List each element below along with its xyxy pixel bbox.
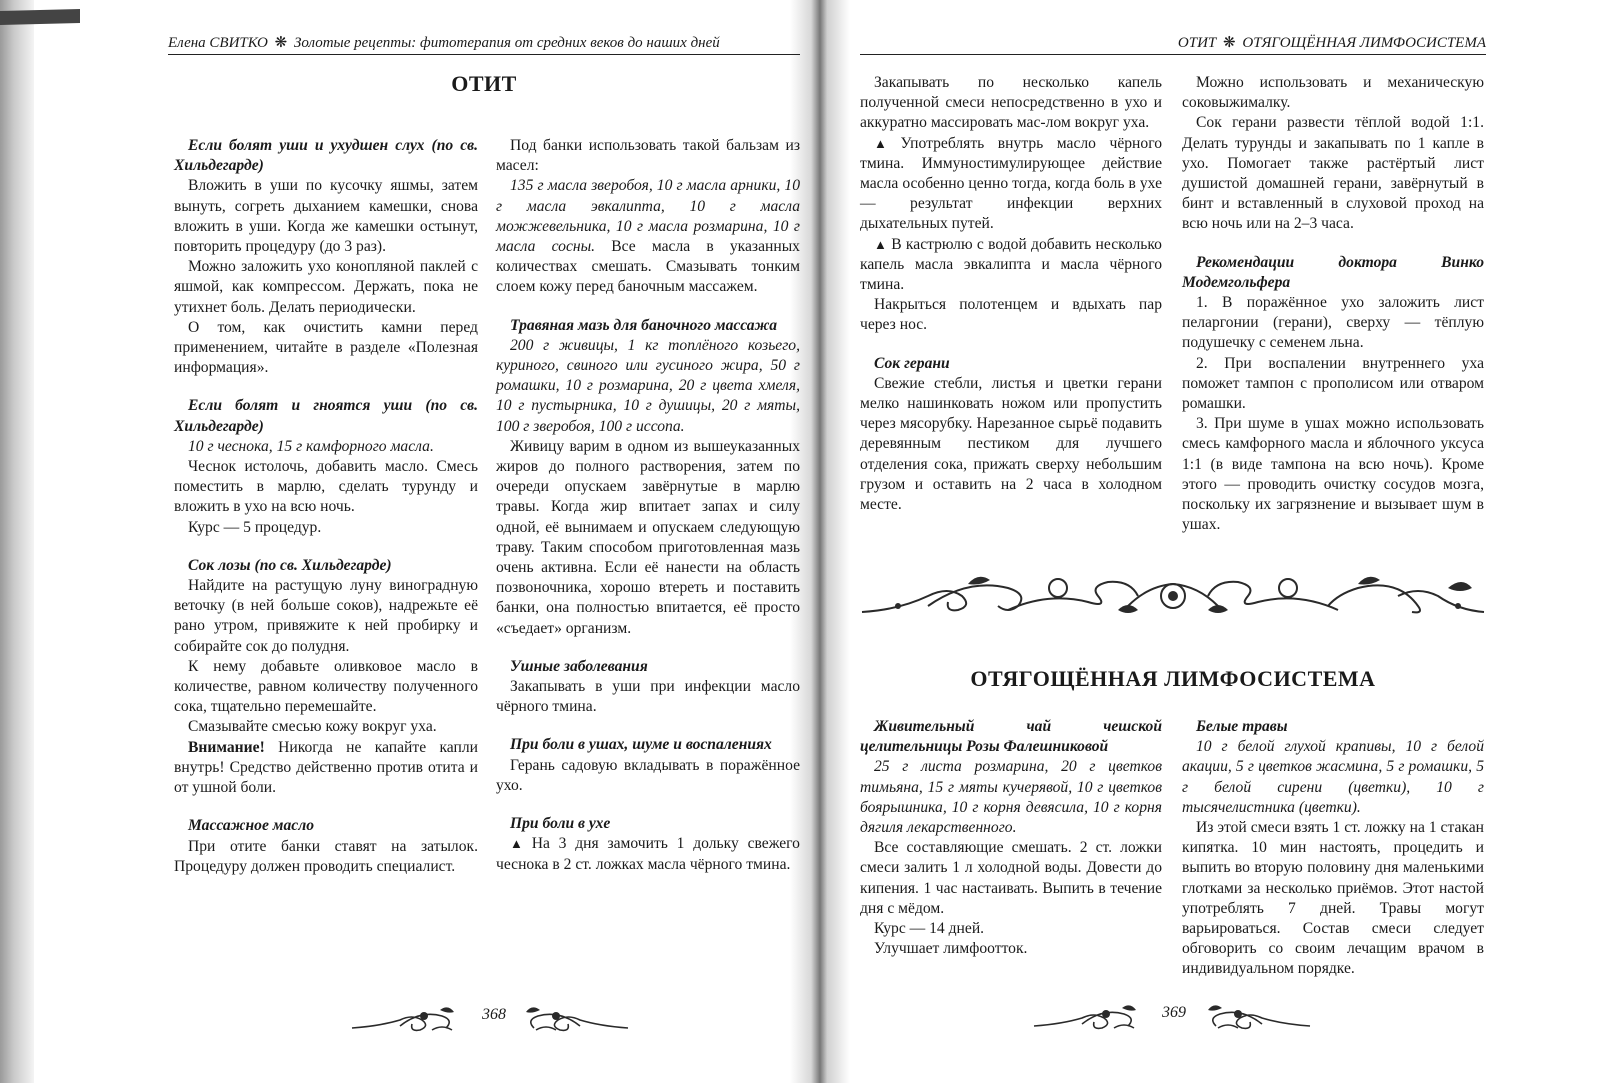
right-column-2 bbox=[1182, 73, 1484, 535]
paragraph: Накрыться полотенцем и вдыхать пар через нос. bbox=[860, 296, 1162, 334]
recipe-heading: Сок герани bbox=[874, 354, 950, 372]
running-head-chapter: ОТИТ bbox=[1177, 35, 1217, 51]
recipe-heading: Живительный чай чешской целительницы Розы Фалешниковой bbox=[860, 718, 1162, 756]
header-rule bbox=[860, 54, 1486, 55]
bullet-paragraph bbox=[860, 134, 1162, 235]
paragraph: К нему добавьте оливковое масло в количестве, равном количеству полученного сока, тщательно перемешайте. bbox=[174, 657, 478, 716]
running-head-book-title: Золотые рецепты: фитотерапия от средних веков до наших дней bbox=[293, 35, 720, 51]
paragraph: Чеснок истолочь, добавить масло. Смесь поместить в марлю, сделать турунду и вложить в ухо на всю ночь. bbox=[174, 458, 478, 516]
paragraph: Сок герани развести тёплой водой 1:1. Делать турунды и закапывать по 1 капле в ухо. Помогает также растёртый лист душистой домашней герани, завёрнутый в бинт и вставленный в слуховой проход на всю ночь или на 2–3 часа. bbox=[1182, 114, 1484, 233]
paragraph bbox=[496, 176, 800, 297]
paragraph: Найдите на растущую луну виноградную веточку (в ней больше соков), надрежьте её рано утром, привяжите к ней пробирку и собирайте сок до полудня. bbox=[174, 577, 478, 655]
paragraph: 2. При воспалении внутреннего уха поможет тампон с прополисом или отваром ромашки. bbox=[1182, 354, 1484, 413]
recipe-heading: При боли в ухе bbox=[510, 815, 611, 833]
running-head-section: ОТЯГОЩЁННАЯ ЛИМФОСИСТЕМА bbox=[1242, 35, 1486, 51]
ingredient-list: 200 г живицы, 1 кг топлёного козьего, куриного, свиного или гусиного жира, 50 г ромашки, 10 г розмарина, 20 г цвета хмеля, 10 г пустырника, 10 г душицы, 20 г мяты, 100 г зверобоя, 100 г иссопа. bbox=[496, 336, 800, 435]
recipe-heading: Если болят и гноятся уши (по св. Хильдегарде) bbox=[174, 397, 478, 435]
bullet-paragraph bbox=[496, 834, 800, 874]
running-head-separator: ❋ bbox=[274, 35, 288, 51]
paragraph: Можно использовать и механическую соковыжималку. bbox=[1182, 74, 1484, 112]
right-column-1 bbox=[860, 73, 1162, 515]
paragraph: Можно заложить ухо конопляной паклей с яшмой, как компрессом. Держать, пока не утихнет боль. Делать периодически. bbox=[174, 258, 478, 316]
paragraph: Вложить в уши по кусочку яшмы, затем вынуть, согреть дыханием камешки, снова вложить в уши. Когда же камешки остынут, повторить процедуру (до 3 раз). bbox=[174, 177, 478, 256]
recipe-heading: Массажное масло bbox=[188, 817, 314, 835]
right-column-4 bbox=[1182, 717, 1484, 980]
header-rule bbox=[168, 54, 800, 55]
ingredient-list: 135 г масла зверобоя, 10 г масла арники, 10 г масла эвкалипта, 10 г масла можжевельника, 10 г масла розмарина, 10 г масла сосны. bbox=[496, 177, 800, 256]
paragraph: Под банки использовать такой бальзам из масел: bbox=[496, 137, 800, 175]
paragraph: Курс — 14 дней. bbox=[874, 920, 985, 938]
left-column-1 bbox=[174, 136, 478, 877]
section-divider-ornament bbox=[858, 566, 1488, 622]
ingredient-list: 10 г белой глухой крапивы, 10 г белой акации, 5 г цветков жасмина, 5 г ромашки, 5 г белой сирени (цветки), 10 г тысячелистника (цветки). bbox=[1182, 738, 1484, 816]
recipe-heading: Если болят уши и ухудшен слух (по св. Хильдегарде) bbox=[174, 137, 478, 175]
section-title-otit: ОТИТ bbox=[451, 71, 517, 96]
right-page bbox=[820, 0, 1600, 1083]
left-column-2 bbox=[496, 136, 800, 875]
paragraph: 1. В поражённое ухо заложить лист пеларгонии (герани), сверху — тёплую подушечку с семенем льна. bbox=[1182, 294, 1484, 352]
recipe-heading: Травяная мазь для баночного массажа bbox=[510, 316, 778, 334]
page-number-left: 368 bbox=[482, 1006, 506, 1023]
paragraph: Все составляющие смешать. 2 ст. ложки смеси залить 1 л холодной воды. Довести до кипения. 1 час настаивать. Выпить в течение дня с мёдом. bbox=[860, 839, 1162, 917]
recipe-heading: Белые травы bbox=[1196, 718, 1288, 735]
triangle-bullet-icon: ▲ bbox=[874, 236, 888, 252]
paragraph: Улучшает лимфоотток. bbox=[874, 940, 1028, 958]
triangle-bullet-icon: ▲ bbox=[510, 836, 528, 852]
bullet-paragraph bbox=[860, 235, 1162, 296]
recipe-heading: Сок лозы (по св. Хильдегарде) bbox=[188, 556, 392, 574]
paragraph: Из этой смеси взять 1 ст. ложку на 1 стакан кипятка. 10 мин настоять, процедить и выпить во вторую половину дня маленькими глотками за несколько приёмов. Этот настой употреблять 7 дней. Травы могут варьироваться. Состав смеси следует обговорить со своим лечащим врачом в индивидуальном порядке. bbox=[1182, 819, 1484, 978]
paragraph: Живицу варим в одном из вышеуказанных жиров до полного растворения, затем по очереди опускаем завёрнутые в марлю травы. Когда жир впитает запах и силу одной, её вынимаем и опускаем следующую траву. Таким способом приготовленная мазь очень активна. Если её нанести на область позвоночника, хорошо втереть и поставить банки, она полностью впитается, её просто «съедает» организм. bbox=[496, 437, 800, 637]
paragraph: Закапывать по несколько капель полученной смеси непосредственно в ухо и аккуратно массировать мас-лом вокруг уха. bbox=[860, 74, 1162, 132]
paragraph: При отите банки ставят на затылок. Процедуру должен проводить специалист. bbox=[174, 837, 478, 875]
recipe-heading: Ушные заболевания bbox=[510, 657, 648, 675]
paragraph: Курс — 5 процедур. bbox=[188, 518, 322, 536]
warning-paragraph bbox=[174, 738, 478, 799]
paragraph: Закапывать в уши при инфекции масло чёрного тмина. bbox=[496, 678, 800, 716]
recipe-heading: При боли в ушах, шуме и воспалениях bbox=[510, 736, 772, 754]
paragraph-text: Употреблять внутрь масло чёрного тмина. Иммуностимулирующее действие масла особенно ценно тогда, когда боль в ухе — результат инфекции верхних дыхательных путей. bbox=[860, 134, 1162, 233]
paragraph-text: Никогда не капайте капли внутрь! Средство действенно против отита и от ушной боли. bbox=[174, 738, 478, 797]
paragraph-text: На 3 дня замочить 1 дольку свежего чеснока в 2 ст. ложках масла чёрного тмина. bbox=[496, 835, 800, 873]
triangle-bullet-icon: ▲ bbox=[874, 135, 897, 151]
warning-label: Внимание! bbox=[188, 738, 265, 756]
running-head-right bbox=[1178, 33, 1486, 52]
ingredient-list: 10 г чеснока, 15 г камфорного масла. bbox=[188, 437, 434, 455]
paragraph-text: Все масла в указанных количествах смешать. Смазывать тонким слоем кожу перед баночным массажем. bbox=[496, 238, 800, 296]
paragraph: Смазывайте смесью кожу вокруг уха. bbox=[188, 718, 437, 736]
section-title-lymph: ОТЯГОЩЁННАЯ ЛИМФОСИСТЕМА bbox=[970, 666, 1376, 691]
page-number-right: 369 bbox=[1162, 1004, 1186, 1021]
paragraph: Герань садовую вкладывать в поражённое ухо. bbox=[496, 756, 800, 794]
running-head-separator: ❋ bbox=[1223, 35, 1236, 51]
recipe-heading: Рекомендации доктора Винко Модемгольфера bbox=[1182, 253, 1484, 291]
paragraph: 3. При шуме в ушах можно использовать смесь камфорного масла и яблочного уксуса 1:1 (в виде тампона на всю ночь). Кроме этого — проводить очистку сосудов мозга, поскольку их загрязнение и вызывает шум в ушах. bbox=[1182, 415, 1484, 534]
paragraph: О том, как очистить камни перед применением, читайте в разделе «Полезная информация». bbox=[174, 318, 478, 377]
ingredient-list: 25 г листа розмарина, 20 г цветков тимьяна, 15 г мяты кучерявой, 10 г цветков боярышника, 10 г корня девясила, 10 г корня дягиля лекарственного. bbox=[860, 758, 1162, 837]
running-head-left bbox=[168, 33, 720, 52]
running-head-author: Елена СВИТКО bbox=[168, 35, 268, 51]
right-column-3 bbox=[860, 717, 1162, 959]
paragraph: Свежие стебли, листья и цветки герани мелко нашинковать ножом или пропустить через мясорубку. Нарезанное сырьё подавить деревянным пестиком для лучшего отделения сока, прижать сверху небольшим грузом и оставить на 2 часа в холодном месте. bbox=[860, 374, 1162, 514]
paragraph-text: В кастрюлю с водой добавить несколько капель масла эвкалипта и масла чёрного тмина. bbox=[860, 235, 1162, 294]
